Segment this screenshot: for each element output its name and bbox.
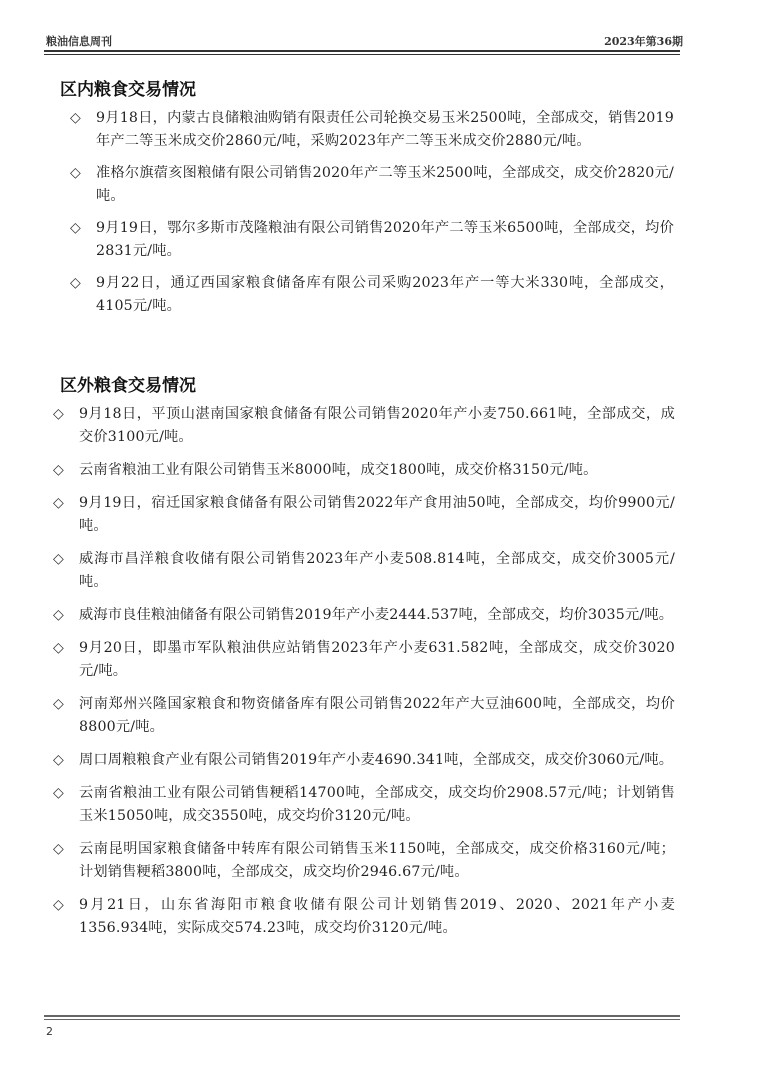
- page-number: 2: [46, 1025, 53, 1038]
- outside-trade-list: [53, 403, 675, 950]
- list-item: [53, 637, 675, 683]
- diamond-bullet-icon: ◇: [53, 495, 64, 511]
- diamond-bullet-icon: ◇: [53, 696, 64, 712]
- header-rule: [44, 50, 680, 52]
- diamond-bullet-icon: ◇: [70, 110, 81, 126]
- issue-number: 2023年第36期: [604, 35, 683, 48]
- item-text: 9月19日，宿迁国家粮食储备有限公司销售2022年产食用油50吨，全部成交，均价9900元/吨。: [79, 495, 675, 534]
- item-text: 9月19日，鄂尔多斯市茂隆粮油有限公司销售2020年产二等玉米6500吨，全部成交，均价2831元/吨。: [96, 220, 674, 259]
- diamond-bullet-icon: ◇: [53, 551, 64, 567]
- item-text: 9月20日，即墨市军队粮油供应站销售2023年产小麦631.582吨，全部成交，成交价3020元/吨。: [79, 640, 675, 679]
- item-text: 9月21日，山东省海阳市粮食收储有限公司计划销售2019、2020、2021年产小麦1356.934吨，实际成交574.23吨，成交均价3120元/吨。: [79, 897, 675, 936]
- list-item: [70, 162, 674, 208]
- list-item: [70, 217, 674, 263]
- item-text: 河南郑州兴隆国家粮食和物资储备库有限公司销售2022年产大豆油600吨，全部成交，均价8800元/吨。: [79, 696, 675, 735]
- item-text: 准格尔旗蓿亥图粮储有限公司销售2020年产二等玉米2500吨，全部成交，成交价2820元/吨。: [96, 165, 674, 204]
- section-title-regional: 区内粮食交易情况: [60, 80, 196, 100]
- list-item: [53, 492, 675, 538]
- diamond-bullet-icon: ◇: [70, 220, 81, 236]
- item-text: 云南省粮油工业有限公司销售粳稻14700吨，全部成交，成交均价2908.57元/吨；计划销售玉米15050吨，成交3550吨，成交均价3120元/吨。: [79, 785, 675, 824]
- item-text: 威海市昌洋粮食收储有限公司销售2023年产小麦508.814吨，全部成交，成交价3005元/吨。: [79, 551, 675, 590]
- diamond-bullet-icon: ◇: [70, 165, 81, 181]
- list-item: [70, 107, 674, 153]
- item-text: 周口周粮粮食产业有限公司销售2019年产小麦4690.341吨，全部成交，成交价3060元/吨。: [79, 752, 674, 768]
- diamond-bullet-icon: ◇: [53, 406, 64, 422]
- list-item: [53, 459, 675, 482]
- journal-title: 粮油信息周刊: [46, 35, 112, 48]
- header-rule-thin: [44, 54, 680, 55]
- diamond-bullet-icon: ◇: [53, 752, 64, 768]
- list-item: [53, 548, 675, 594]
- list-item: [53, 782, 675, 828]
- list-item: [53, 693, 675, 739]
- list-item: [70, 272, 674, 318]
- diamond-bullet-icon: ◇: [53, 607, 64, 623]
- diamond-bullet-icon: ◇: [53, 462, 64, 478]
- item-text: 云南昆明国家粮食储备中转库有限公司销售玉米1150吨，全部成交，成交价格3160元/吨；计划销售粳稻3800吨，全部成交，成交均价2946.67元/吨。: [79, 841, 675, 880]
- regional-trade-list: [70, 107, 674, 327]
- list-item: [53, 749, 675, 772]
- item-text: 9月22日，通辽西国家粮食储备库有限公司采购2023年产一等大米330吨，全部成交，4105元/吨。: [96, 275, 674, 314]
- section-title-outside: 区外粮食交易情况: [60, 376, 196, 396]
- item-text: 9月18日，内蒙古良储粮油购销有限责任公司轮换交易玉米2500吨，全部成交，销售2019年产二等玉米成交价2860元/吨，采购2023年产二等玉米成交价2880元/吨。: [96, 110, 674, 149]
- list-item: [53, 838, 675, 884]
- diamond-bullet-icon: ◇: [70, 275, 81, 291]
- diamond-bullet-icon: ◇: [53, 841, 64, 857]
- diamond-bullet-icon: ◇: [53, 640, 64, 656]
- list-item: [53, 894, 675, 940]
- footer-rule: [44, 1015, 680, 1017]
- item-text: 威海市良佳粮油储备有限公司销售2019年产小麦2444.537吨，全部成交，均价3035元/吨。: [79, 607, 674, 623]
- footer-rule-thin: [44, 1019, 680, 1020]
- list-item: [53, 604, 675, 627]
- item-text: 9月18日，平顶山湛南国家粮食储备有限公司销售2020年产小麦750.661吨，全部成交，成交价3100元/吨。: [79, 406, 675, 445]
- diamond-bullet-icon: ◇: [53, 897, 64, 913]
- item-text: 云南省粮油工业有限公司销售玉米8000吨，成交1800吨，成交价格3150元/吨。: [79, 462, 598, 478]
- list-item: [53, 403, 675, 449]
- diamond-bullet-icon: ◇: [53, 785, 64, 801]
